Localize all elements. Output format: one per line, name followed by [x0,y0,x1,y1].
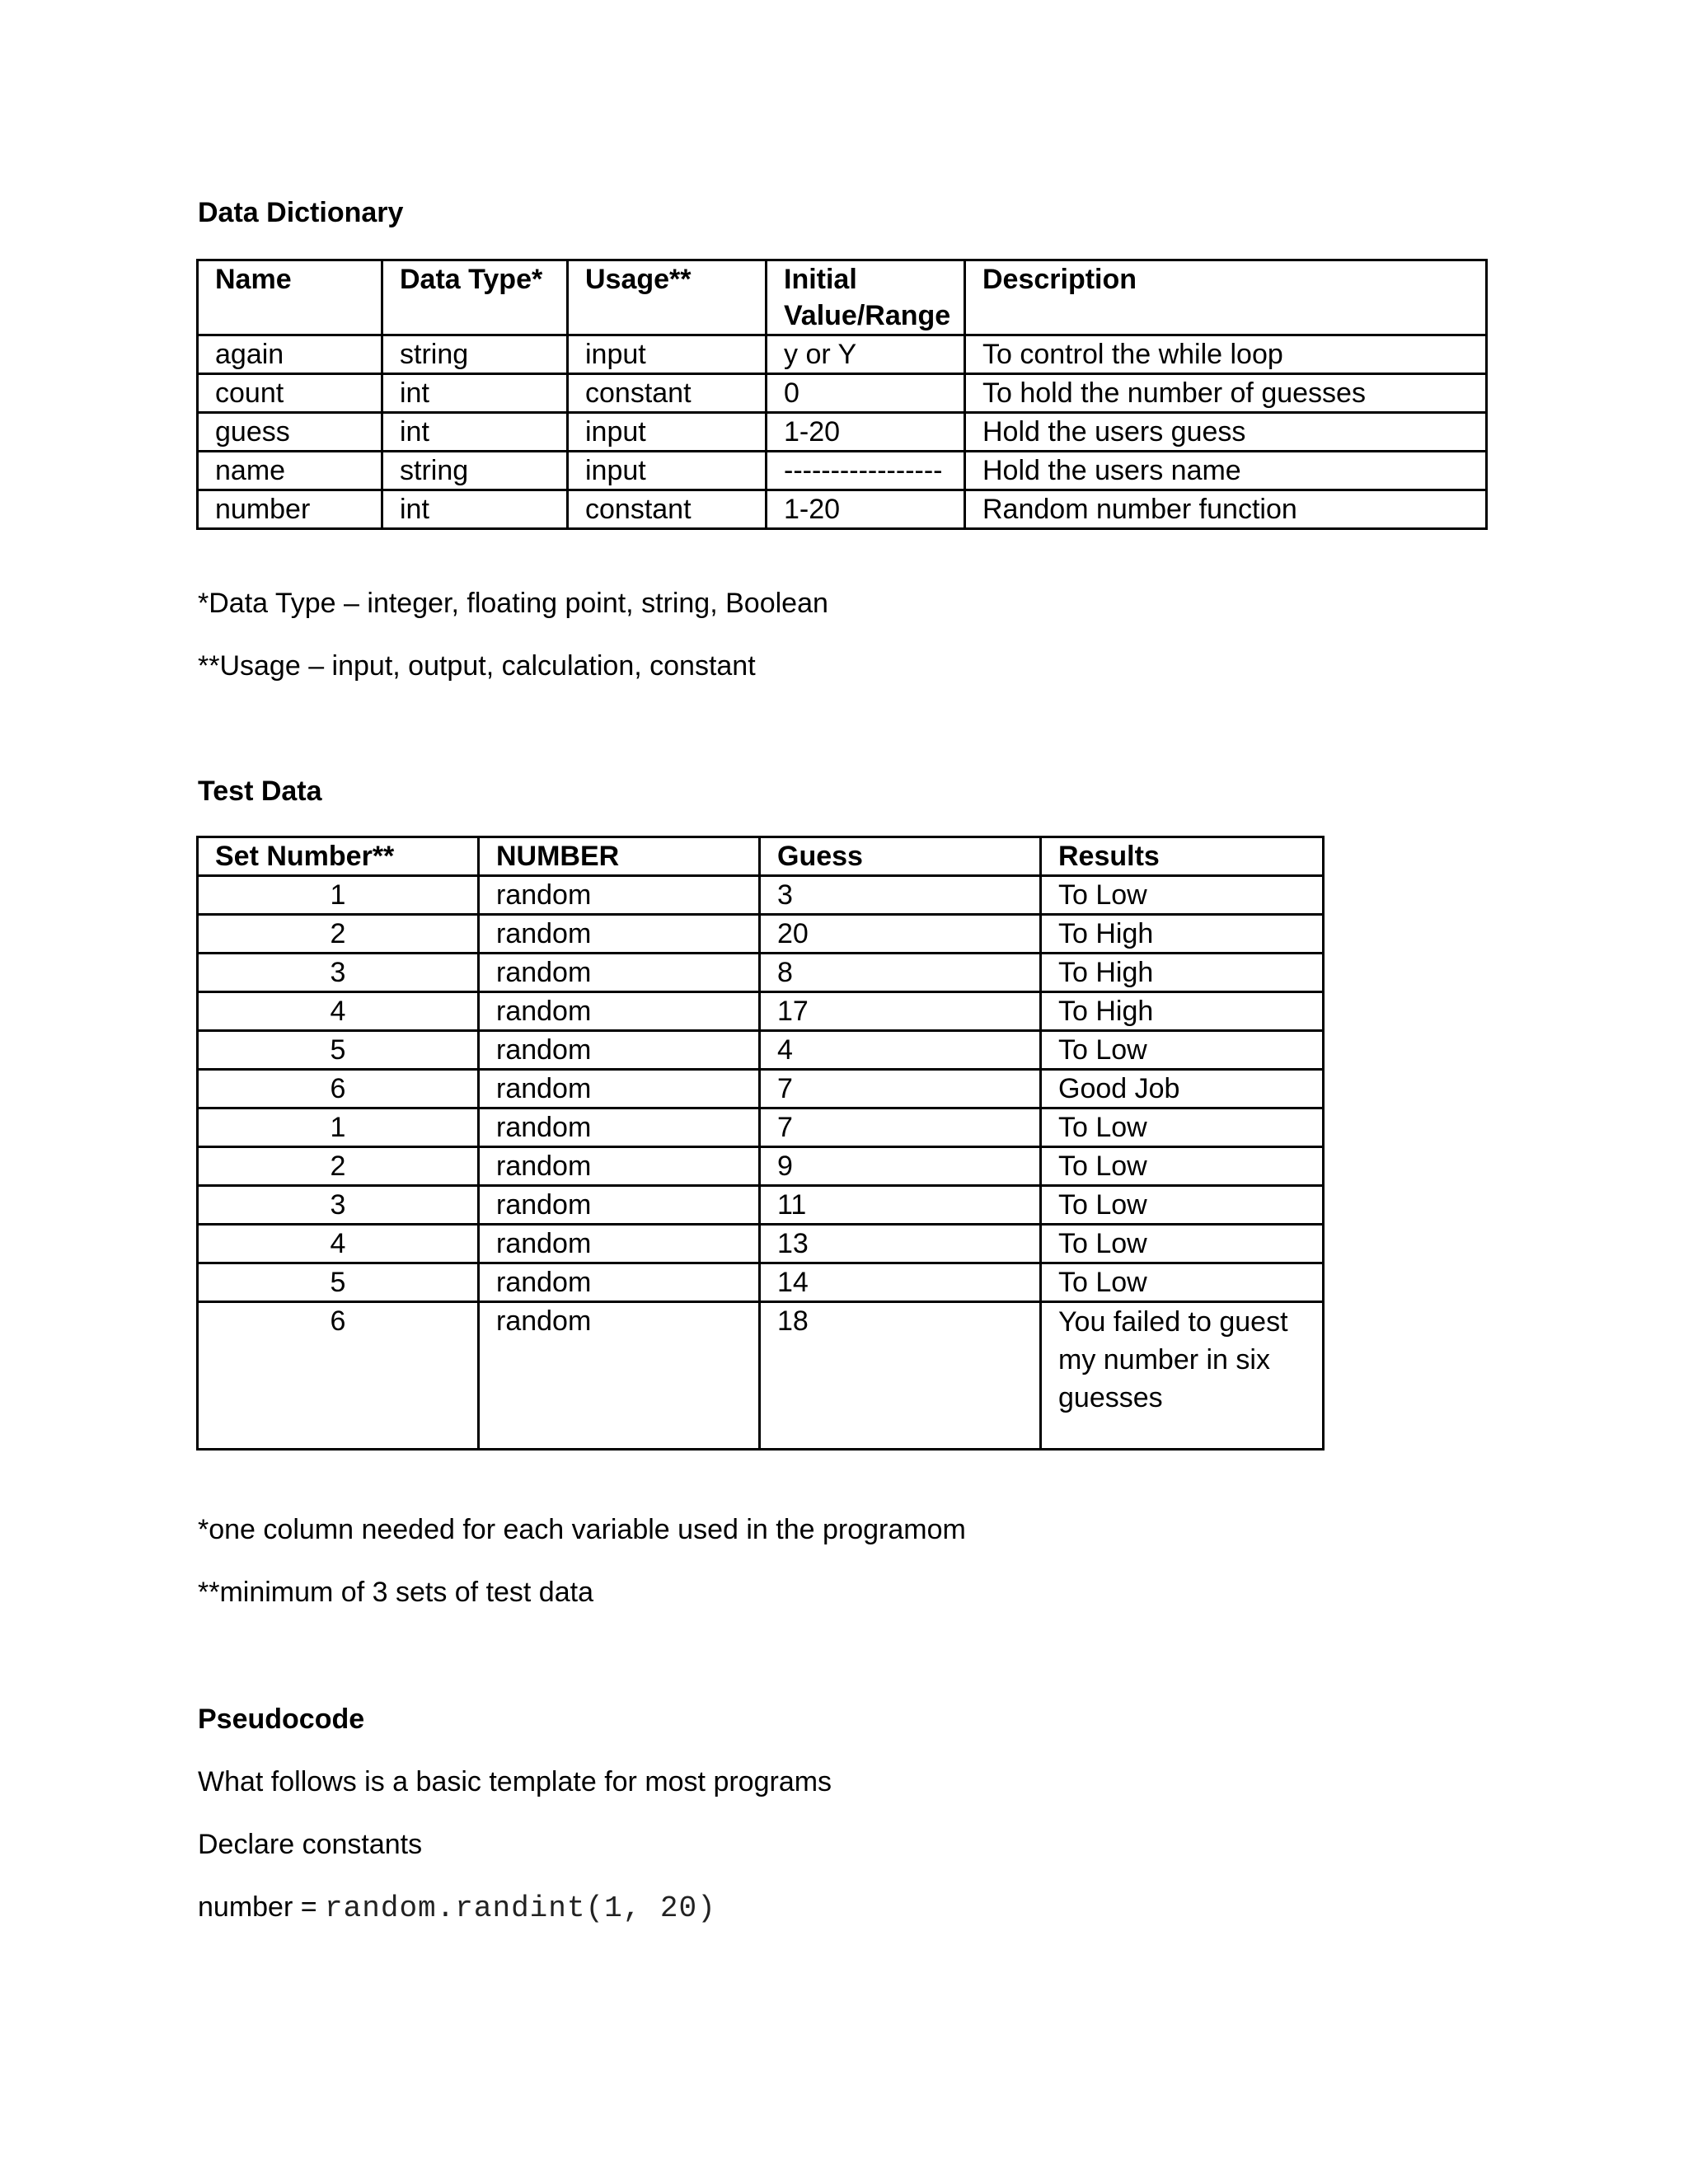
cell-number: random [479,915,760,954]
cell-number: random [479,954,760,992]
test-data-heading: Test Data [198,776,322,807]
cell-number: random [479,876,760,915]
table-row [198,992,1324,1031]
pseudocode-line-code: random.randint(1, 20) [325,1891,716,1925]
test-data-table [196,836,1325,1451]
column-note: *one column needed for each variable used in the programom [198,1514,966,1545]
cell-guess: 3 [760,876,1041,915]
cell-guess: 13 [760,1225,1041,1263]
cell-guess: 14 [760,1263,1041,1302]
table-row [198,876,1324,915]
cell-usage: input [568,335,767,374]
data-dictionary-heading: Data Dictionary [198,197,404,228]
cell-description: To hold the number of guesses [965,374,1487,413]
declare-constants: Declare constants [198,1829,423,1860]
column-header-usage: Usage** [568,260,767,335]
cell-name: number [198,490,382,529]
cell-result: To Low [1041,1225,1324,1263]
cell-set: 5 [198,1031,479,1070]
cell-initial: 1-20 [767,413,965,452]
table-row [198,335,1487,374]
cell-type: int [382,490,568,529]
column-header-description: Description [965,260,1487,335]
data-dictionary-table [196,259,1488,530]
cell-number: random [479,1147,760,1186]
cell-type: int [382,374,568,413]
cell-set: 3 [198,1186,479,1225]
cell-description: Random number function [965,490,1487,529]
cell-number: random [479,1031,760,1070]
table-row [198,1147,1324,1186]
table-row [198,1225,1324,1263]
cell-guess: 7 [760,1070,1041,1108]
cell-result: To Low [1041,1186,1324,1225]
cell-usage: constant [568,490,767,529]
column-header-results: Results [1041,837,1324,876]
cell-result: To Low [1041,1108,1324,1147]
table-row [198,490,1487,529]
cell-type: int [382,413,568,452]
column-header-number: NUMBER [479,837,760,876]
table-header-row [198,837,1324,876]
table-row [198,1070,1324,1108]
cell-guess: 17 [760,992,1041,1031]
table-row [198,452,1487,490]
pseudocode-heading: Pseudocode [198,1704,365,1735]
cell-set: 5 [198,1263,479,1302]
table-row [198,1302,1324,1450]
cell-number: random [479,1108,760,1147]
table-row [198,1108,1324,1147]
cell-result: To Low [1041,876,1324,915]
cell-name: count [198,374,382,413]
cell-guess: 8 [760,954,1041,992]
cell-guess: 7 [760,1108,1041,1147]
cell-set: 4 [198,1225,479,1263]
cell-number: random [479,1225,760,1263]
cell-name: again [198,335,382,374]
cell-initial: 1-20 [767,490,965,529]
cell-result: To Low [1041,1263,1324,1302]
cell-set: 4 [198,992,479,1031]
cell-result: To Low [1041,1147,1324,1186]
column-header-set-number: Set Number** [198,837,479,876]
cell-set: 6 [198,1302,479,1450]
cell-set: 2 [198,1147,479,1186]
table-row [198,374,1487,413]
cell-set: 3 [198,954,479,992]
cell-description: Hold the users guess [965,413,1487,452]
cell-guess: 18 [760,1302,1041,1450]
cell-guess: 11 [760,1186,1041,1225]
column-header-initial-value: Initial Value/Range [767,260,965,335]
cell-guess: 20 [760,915,1041,954]
cell-number: random [479,1263,760,1302]
cell-initial: 0 [767,374,965,413]
cell-number: random [479,1302,760,1450]
cell-result: To Low [1041,1031,1324,1070]
cell-usage: input [568,452,767,490]
cell-result: Good Job [1041,1070,1324,1108]
cell-initial: y or Y [767,335,965,374]
table-row [198,413,1487,452]
cell-set: 1 [198,876,479,915]
table-row [198,1186,1324,1225]
cell-result: You failed to guest my number in six guesses [1041,1302,1324,1450]
data-type-note: *Data Type – integer, floating point, string, Boolean [198,588,828,619]
cell-set: 1 [198,1108,479,1147]
cell-guess: 4 [760,1031,1041,1070]
cell-result: To High [1041,954,1324,992]
cell-number: random [479,1186,760,1225]
pseudocode-line-label: number = [198,1891,326,1923]
cell-description: Hold the users name [965,452,1487,490]
cell-usage: constant [568,374,767,413]
cell-number: random [479,992,760,1031]
cell-result: To High [1041,915,1324,954]
cell-guess: 9 [760,1147,1041,1186]
column-header-data-type: Data Type* [382,260,568,335]
pseudocode-line [198,1891,716,1925]
cell-initial: ----------------- [767,452,965,490]
cell-number: random [479,1070,760,1108]
usage-note: **Usage – input, output, calculation, constant [198,650,756,682]
cell-usage: input [568,413,767,452]
cell-type: string [382,452,568,490]
table-row [198,1263,1324,1302]
table-row [198,954,1324,992]
cell-result: To High [1041,992,1324,1031]
table-header-row [198,260,1487,335]
column-header-guess: Guess [760,837,1041,876]
table-row [198,915,1324,954]
pseudocode-intro: What follows is a basic template for most programs [198,1766,832,1797]
column-header-name: Name [198,260,382,335]
cell-name: name [198,452,382,490]
sets-note: **minimum of 3 sets of test data [198,1577,593,1608]
cell-description: To control the while loop [965,335,1487,374]
cell-set: 6 [198,1070,479,1108]
table-row [198,1031,1324,1070]
cell-name: guess [198,413,382,452]
cell-type: string [382,335,568,374]
cell-set: 2 [198,915,479,954]
